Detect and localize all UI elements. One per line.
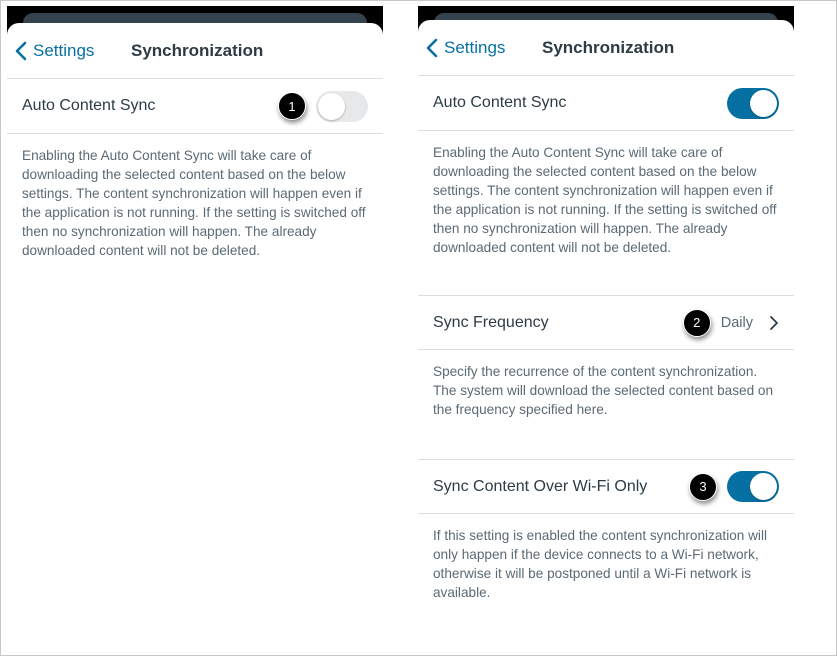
wifi-only-row — [418, 459, 794, 514]
back-button[interactable] — [15, 23, 94, 79]
back-button[interactable] — [426, 20, 505, 76]
auto-content-sync-row — [418, 76, 794, 131]
sync-frequency-description: Specify the recurrence of the content synchronization. The system will download the selected content based on the frequency specified here. — [433, 364, 774, 417]
back-label: Settings — [444, 38, 506, 57]
nav-header — [7, 23, 383, 79]
chevron-left-icon — [426, 38, 438, 58]
wifi-only-label: Sync Content Over Wi-Fi Only — [433, 477, 648, 495]
phone-screen-auto-sync-on — [418, 6, 794, 652]
page-title: Synchronization — [131, 41, 264, 60]
callout-badge: 3 — [689, 473, 717, 501]
toggle-knob — [318, 93, 345, 120]
page-title: Synchronization — [542, 38, 675, 57]
section-gap — [418, 419, 794, 459]
auto-content-sync-label: Auto Content Sync — [22, 97, 156, 114]
toggle-knob — [750, 473, 777, 500]
nav-header — [418, 20, 794, 76]
settings-sheet — [7, 23, 383, 652]
callout-badge: 1 — [278, 92, 306, 120]
auto-content-sync-toggle[interactable] — [316, 91, 368, 122]
auto-content-sync-row — [7, 79, 383, 134]
wifi-only-description: If this setting is enabled the content synchronization will only happen if the device connects to a Wi-Fi network, otherwise it will be postponed until a Wi-Fi network is available. — [433, 528, 767, 600]
phone-screen-auto-sync-off — [7, 6, 383, 652]
auto-content-sync-label: Auto Content Sync — [433, 94, 567, 111]
sync-frequency-row[interactable] — [418, 295, 794, 350]
chevron-right-icon — [769, 316, 779, 330]
back-label: Settings — [33, 41, 95, 60]
callout-badge: 2 — [683, 309, 711, 337]
wifi-only-toggle[interactable] — [727, 471, 779, 502]
chevron-left-icon — [15, 41, 27, 61]
sync-frequency-value: Daily — [720, 314, 753, 331]
settings-sheet — [418, 20, 794, 652]
auto-content-sync-description: Enabling the Auto Content Sync will take care of downloading the selected content based on the below settings. The content synchronization will happen even if the application is not running. If the setting is switched off then no synchronization will happen. The already downloaded content will not be deleted. — [22, 148, 366, 258]
toggle-knob — [750, 90, 777, 117]
auto-content-sync-description: Enabling the Auto Content Sync will take care of downloading the selected content based on the below settings. The content synchronization will happen even if the application is not running. If the setting is switched off then no synchronization will happen. The already downloaded content will not be deleted. — [433, 145, 777, 255]
section-gap — [418, 257, 794, 295]
sync-frequency-label: Sync Frequency — [433, 313, 549, 331]
auto-content-sync-toggle[interactable] — [727, 88, 779, 119]
